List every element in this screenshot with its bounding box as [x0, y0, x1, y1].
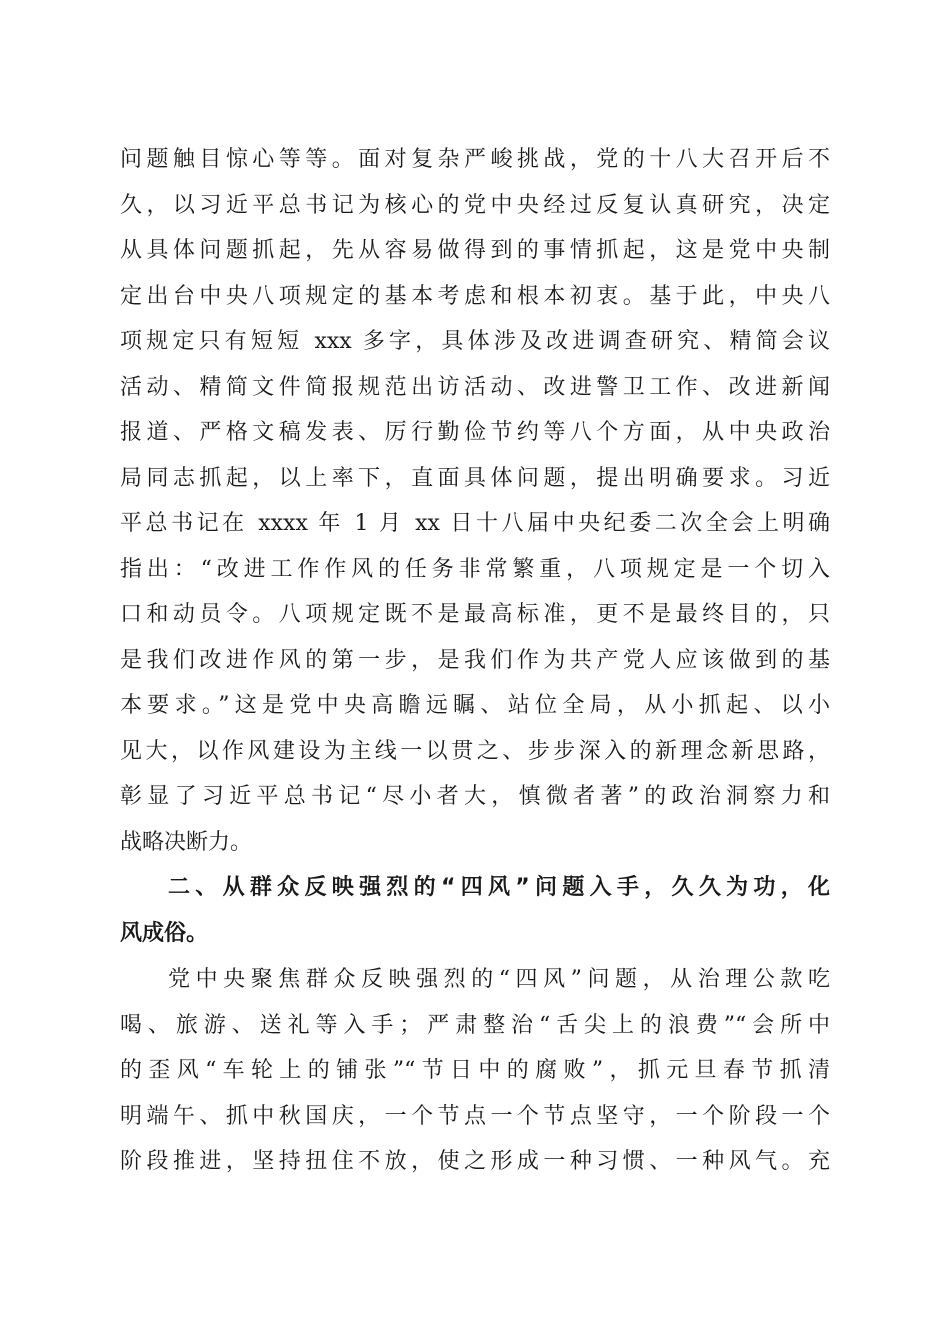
paragraph-line: 从具体问题抓起，先从容易做得到的事情抓起，这是党中央制	[120, 238, 830, 263]
paragraph-line: 彰显了习近平总书记“尽小者大，慎微者著”的政治洞察力和	[120, 784, 830, 809]
paragraph-line: 久，以习近平总书记为核心的党中央经过反复认真研究，决定	[120, 192, 830, 218]
heading-line: 二、从群众反映强烈的“四风”问题入手，久久为功，化	[168, 875, 830, 900]
paragraph-2	[120, 957, 830, 1185]
section-heading-2	[120, 865, 830, 957]
paragraph-line: 问题触目惊心等等。面对复杂严峻挑战，党的十八大召开后不	[120, 147, 830, 172]
paragraph-line: 活动、精简文件简报规范出访活动、改进警卫工作、改进新闻	[120, 374, 830, 400]
paragraph-line: 口和动员令。八项规定既不是最高标准，更不是最终目的，只	[120, 602, 830, 627]
paragraph-line: 明端午、抓中秋国庆，一个节点一个节点坚守，一个阶段一个	[120, 1103, 830, 1129]
document-body	[120, 137, 830, 1185]
paragraph-line: 项规定只有短短 xxx 多字，具体涉及改进调查研究、精简会议	[120, 329, 830, 354]
paragraph-line: 报道、严格文稿发表、厉行勤俭节约等八个方面，从中央政治	[120, 420, 830, 445]
paragraph-line: 见大，以作风建设为主线一以贯之、步步深入的新理念新思路，	[120, 738, 830, 764]
paragraph-line: 局同志抓起，以上率下，直面具体问题，提出明确要求。习近	[120, 465, 830, 491]
paragraph-line: 党中央聚焦群众反映强烈的“四风”问题，从治理公款吃	[168, 967, 830, 992]
paragraph-line: 喝、旅游、送礼等入手；严肃整治“舌尖上的浪费”“会所中	[120, 1012, 830, 1038]
paragraph-line: 阶段推进，坚持扭住不放，使之形成一种习惯、一种风气。充	[120, 1149, 830, 1174]
paragraph-line: 定出台中央八项规定的基本考虑和根本初衷。基于此，中央八	[120, 283, 830, 309]
paragraph-line: 平总书记在 xxxx 年 1 月 xx 日十八届中央纪委二次全会上明确	[120, 511, 830, 536]
heading-line: 风成俗。	[120, 921, 209, 946]
paragraph-line: 的歪风“车轮上的铺张”“节日中的腐败”，抓元旦春节抓清	[120, 1058, 830, 1083]
paragraph-line: 本要求。”这是党中央高瞻远瞩、站位全局，从小抓起、以小	[120, 693, 830, 718]
paragraph-line: 指出：“改进工作作风的任务非常繁重，八项规定是一个切入	[120, 556, 830, 582]
paragraph-1	[120, 137, 830, 865]
paragraph-line: 战略决断力。	[120, 829, 253, 855]
paragraph-line: 是我们改进作风的第一步，是我们作为共产党人应该做到的基	[120, 647, 830, 673]
